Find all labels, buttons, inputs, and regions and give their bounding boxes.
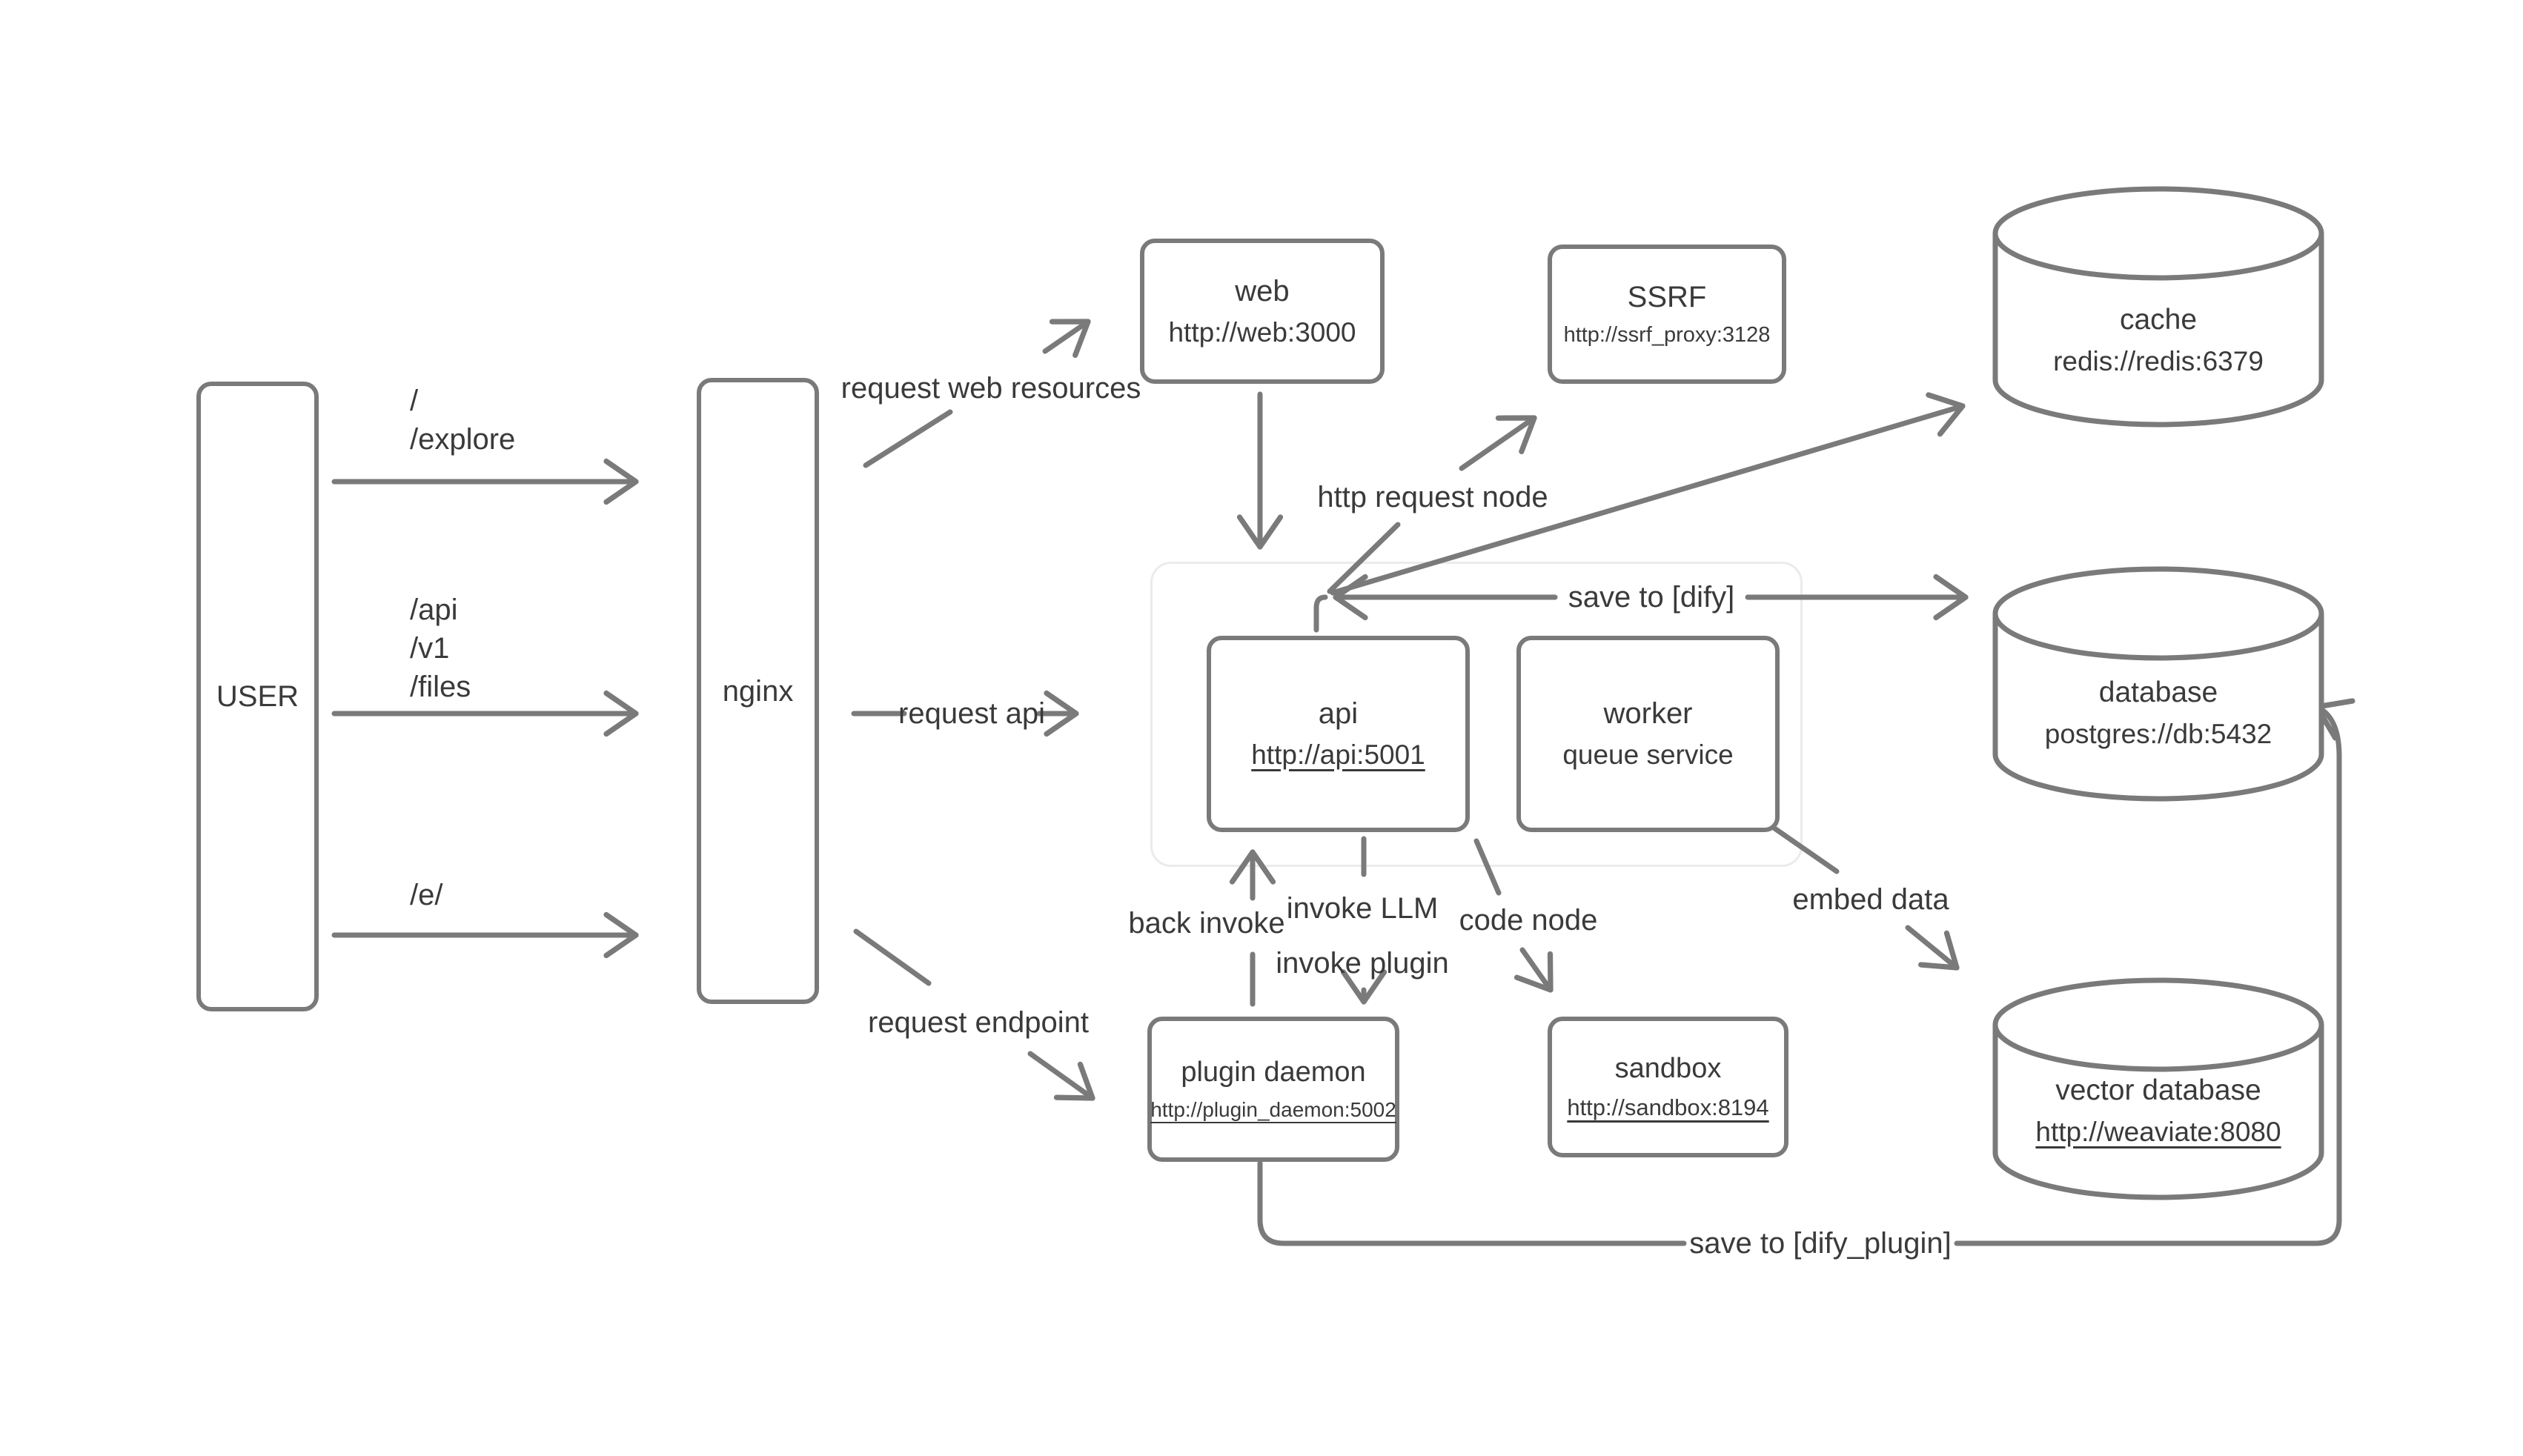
node-ssrf [1548, 245, 1786, 384]
route-explore-label: /explore [410, 423, 516, 456]
cache-url: redis://redis:6379 [2053, 346, 2264, 376]
edge-embed-data-b [1908, 928, 1957, 968]
edge-code-node-a [1476, 841, 1499, 893]
node-api [1207, 636, 1470, 832]
vector-database-labels [1995, 1076, 2321, 1146]
sandbox-label: sandbox [1614, 1053, 1722, 1085]
database-label: database [2098, 677, 2218, 708]
database-url: postgres://db:5432 [2044, 719, 2272, 749]
node-web [1140, 239, 1385, 384]
web-url: http://web:3000 [1168, 316, 1356, 348]
invoke-plugin-label: invoke plugin [1276, 947, 1449, 980]
embed-data-label: embed data [1792, 883, 1949, 916]
database-cylinder-top [1995, 569, 2321, 658]
ssrf-url: http://ssrf_proxy:3128 [1563, 323, 1771, 348]
plugin-daemon-url-link[interactable]: http://plugin_daemon:5002 [1150, 1097, 1396, 1121]
edge-http-request-node-b [1462, 418, 1534, 468]
vector-database-url-link[interactable]: http://weaviate:8080 [2035, 1117, 2281, 1147]
sandbox-url-link[interactable]: http://sandbox:8194 [1567, 1094, 1769, 1120]
edge-request-endpoint-a [856, 931, 929, 983]
worker-sublabel: queue service [1562, 739, 1734, 771]
api-label: api [1318, 697, 1359, 731]
edge-request-web-resources-b [1045, 322, 1088, 351]
plugin-daemon-label: plugin daemon [1181, 1056, 1366, 1088]
route-e-label: /e/ [410, 879, 443, 911]
database-labels [1995, 678, 2321, 748]
cache-cylinder-top [1995, 189, 2321, 278]
code-node-label: code node [1459, 904, 1598, 937]
request-api-label: request api [898, 697, 1045, 730]
edge-junction-elbow [1316, 597, 1325, 630]
node-user [196, 382, 319, 1011]
edge-code-node-b [1522, 950, 1551, 990]
web-label: web [1235, 274, 1290, 308]
route-files-label: /files [410, 671, 471, 703]
route-root-label: / [410, 385, 419, 417]
worker-label: worker [1603, 697, 1693, 731]
node-nginx [697, 378, 819, 1004]
save-to-dify-plugin-label: save to [dify_plugin] [1689, 1227, 1952, 1260]
ssrf-label: SSRF [1627, 281, 1707, 314]
node-sandbox [1548, 1017, 1788, 1157]
vector-database-label: vector database [2055, 1074, 2261, 1106]
request-endpoint-label: request endpoint [867, 1006, 1090, 1039]
api-url-link[interactable]: http://api:5001 [1251, 739, 1425, 771]
route-api-label: /api [410, 594, 458, 626]
node-worker [1516, 636, 1780, 832]
http-request-node-label: http request node [1317, 481, 1548, 513]
invoke-llm-label: invoke LLM [1286, 892, 1439, 925]
vector-database-cylinder-top [1995, 980, 2321, 1069]
cache-label: cache [2119, 304, 2198, 336]
edge-request-endpoint-b [1030, 1054, 1093, 1098]
request-web-resources-label: request web resources [841, 372, 1141, 405]
edge-request-web-resources-a [866, 412, 950, 465]
node-plugin-daemon [1147, 1017, 1399, 1162]
nginx-label: nginx [722, 674, 794, 708]
route-v1-label: /v1 [410, 632, 450, 665]
save-to-dify-label: save to [dify] [1568, 581, 1735, 614]
user-label: USER [216, 680, 299, 713]
cache-labels [1995, 305, 2321, 375]
back-invoke-label: back invoke [1128, 907, 1285, 940]
edge-save-dify-plugin-a [1260, 1163, 1684, 1243]
